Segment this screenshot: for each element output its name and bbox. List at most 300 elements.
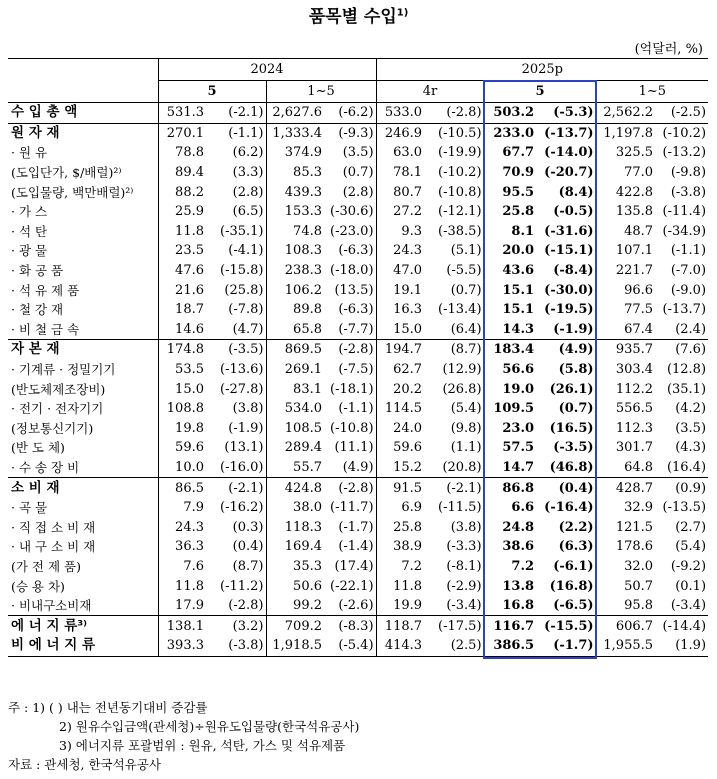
cell-value: 95.5 (484, 182, 536, 202)
cell-change-rate: (13.1) (224, 440, 264, 456)
cell-change-rate: (-3.3) (446, 539, 482, 555)
cell-value: 503.2 (484, 103, 536, 124)
cell-value: 15.1 (484, 300, 536, 320)
cell-value: 325.5 (596, 143, 655, 163)
cell-change-rate: (-16.4) (544, 500, 594, 516)
cell-value: 99.2 (266, 596, 324, 616)
cell-change-rate: (6.4) (450, 321, 482, 337)
cell-change-rate: (-35.1) (220, 223, 264, 239)
cell-value: 50.6 (266, 576, 324, 596)
cell-change-rate: (-34.9) (662, 223, 707, 239)
cell-value: 16.3 (376, 300, 424, 320)
cell-value: 303.4 (596, 360, 655, 380)
cell-value: 606.7 (596, 616, 655, 636)
cell-change-rate: (-20.7) (544, 165, 594, 181)
cell-change-rate: (0.7) (342, 165, 374, 181)
cell-value: 374.9 (266, 143, 324, 163)
cell-value: 135.8 (596, 202, 655, 222)
cell-value: 238.3 (266, 261, 324, 281)
cell-value: 77.0 (596, 163, 655, 183)
cell-value: 24.3 (158, 517, 206, 537)
row-label: (반도체제조장비) (11, 381, 106, 397)
cell-change-rate: (26.8) (442, 381, 482, 397)
cell-change-rate: (6.5) (232, 204, 264, 220)
cell-change-rate: (-19.9) (438, 145, 482, 161)
cell-change-rate: (26.1) (549, 381, 594, 397)
cell-change-rate: (8.7) (232, 558, 264, 574)
cell-change-rate: (-15.1) (544, 243, 594, 259)
cell-value: 289.4 (266, 438, 324, 458)
header-period-2024-may: 5 (158, 81, 266, 103)
cell-value: 64.8 (596, 458, 655, 478)
cell-change-rate: (-14.0) (544, 145, 594, 161)
cell-value: 78.8 (158, 143, 206, 163)
cell-value: 556.5 (596, 399, 655, 419)
cell-value: 10.0 (158, 458, 206, 478)
cell-value: 32.0 (596, 557, 655, 577)
cell-change-rate: (17.4) (334, 558, 374, 574)
cell-value: 9.3 (376, 222, 424, 242)
cell-change-rate: (-30.6) (330, 204, 374, 220)
cell-change-rate: (35.1) (666, 381, 707, 397)
cell-value: 16.8 (484, 596, 536, 616)
cell-value: 15.0 (376, 320, 424, 340)
cell-value: 38.9 (376, 537, 424, 557)
cell-change-rate: (12.8) (666, 362, 707, 378)
cell-change-rate: (9.8) (450, 420, 482, 436)
cell-change-rate: (3.2) (206, 616, 266, 636)
cell-change-rate: (5.8) (558, 362, 594, 378)
table-row (8, 557, 708, 577)
footnote-1: 주 : 1) ( ) 내는 전년동기대비 증감률 (8, 700, 208, 715)
table-row (8, 222, 708, 242)
cell-change-rate: (16.5) (549, 420, 594, 436)
cell-change-rate: (-23.0) (330, 223, 374, 239)
cell-value: 8.1 (484, 222, 536, 242)
cell-value: 169.4 (266, 537, 324, 557)
cell-change-rate: (-9.0) (670, 282, 707, 298)
cell-change-rate: (-38.5) (438, 223, 482, 239)
cell-value: 62.7 (376, 360, 424, 380)
cell-change-rate: (0.1) (675, 578, 707, 594)
cell-change-rate: (-2.8) (446, 105, 482, 121)
row-label: · 광 물 (11, 243, 48, 259)
cell-value: 246.9 (376, 123, 424, 143)
row-label: · 직 접 소 비 재 (11, 519, 96, 535)
row-label: 소 비 재 (8, 478, 158, 498)
cell-change-rate: (6.3) (558, 539, 594, 555)
cell-change-rate: (-16.0) (220, 459, 264, 475)
cell-change-rate: (-13.4) (438, 302, 482, 318)
cell-change-rate: (2.4) (675, 321, 707, 337)
cell-value: 80.7 (376, 182, 424, 202)
row-label: (반 도 체) (11, 440, 65, 456)
cell-change-rate: (1.1) (450, 440, 482, 456)
cell-value: 95.8 (596, 596, 655, 616)
cell-value: 107.1 (596, 241, 655, 261)
cell-value: 153.3 (266, 202, 324, 222)
import-table-container (8, 58, 708, 698)
cell-value: 301.7 (596, 438, 655, 458)
cell-value: 533.0 (376, 103, 424, 124)
cell-value: 174.8 (158, 340, 206, 360)
cell-change-rate: (-30.0) (544, 282, 594, 298)
cell-change-rate: (-3.8) (670, 184, 707, 200)
cell-value: 531.3 (158, 103, 206, 124)
cell-value: 118.7 (376, 616, 424, 636)
cell-change-rate: (-2.1) (228, 105, 264, 121)
cell-value: 67.7 (484, 143, 536, 163)
row-label: · 내 구 소 비 재 (11, 539, 96, 555)
cell-value: 935.7 (596, 340, 655, 360)
cell-value: 108.5 (266, 419, 324, 439)
cell-change-rate: (4.9) (536, 340, 596, 360)
cell-change-rate: (-6.5) (553, 598, 594, 614)
cell-change-rate: (0.9) (655, 478, 708, 498)
cell-value: 1,333.4 (266, 123, 324, 143)
cell-value: 178.6 (596, 537, 655, 557)
cell-change-rate: (7.6) (655, 340, 708, 360)
cell-value: 55.7 (266, 458, 324, 478)
cell-value: 14.6 (158, 320, 206, 340)
header-year-2024: 2024 (158, 59, 376, 81)
cell-change-rate: (-13.5) (662, 500, 707, 516)
cell-change-rate: (1.9) (655, 636, 708, 656)
cell-value: 47.0 (376, 261, 424, 281)
cell-value: 65.8 (266, 320, 324, 340)
cell-change-rate: (-10.8) (330, 420, 374, 436)
cell-change-rate: (-2.5) (670, 105, 707, 121)
cell-value: 67.4 (596, 320, 655, 340)
cell-change-rate: (-11.5) (438, 500, 482, 516)
cell-value: 2,627.6 (266, 103, 324, 124)
row-label: · 곡 물 (11, 500, 48, 516)
cell-change-rate: (16.4) (666, 459, 707, 475)
cell-change-rate: (3.5) (675, 420, 707, 436)
cell-value: 56.6 (484, 360, 536, 380)
cell-value: 116.7 (484, 616, 536, 636)
cell-value: 35.3 (266, 557, 324, 577)
cell-value: 96.6 (596, 280, 655, 300)
cell-value: 19.0 (484, 379, 536, 399)
cell-change-rate: (5.1) (450, 243, 482, 259)
cell-value: 74.8 (266, 222, 324, 242)
cell-change-rate: (-4.1) (228, 243, 264, 259)
header-period-2025-jan-may: 1~5 (596, 81, 708, 103)
cell-value: 27.2 (376, 202, 424, 222)
cell-value: 14.7 (484, 458, 536, 478)
cell-value: 20.0 (484, 241, 536, 261)
cell-change-rate: (-10.5) (424, 123, 484, 143)
cell-value: 77.5 (596, 300, 655, 320)
table-row (8, 103, 708, 124)
table-row (8, 636, 708, 656)
cell-change-rate: (2.2) (558, 519, 594, 535)
row-label: 에 너 지 류³⁾ (8, 616, 158, 636)
cell-value: 1,918.5 (266, 636, 324, 656)
cell-change-rate: (-5.3) (553, 105, 594, 121)
cell-value: 6.6 (484, 498, 536, 518)
cell-change-rate: (16.8) (549, 578, 594, 594)
cell-change-rate: (0.3) (232, 519, 264, 535)
row-label: · 비 철 금 속 (11, 321, 80, 337)
cell-change-rate: (-1.4) (338, 539, 374, 555)
footnote-3: 3) 에너지류 포괄범위 : 원유, 석탄, 가스 및 석유제품 (59, 738, 346, 753)
cell-change-rate: (-10.2) (655, 123, 708, 143)
cell-change-rate: (3.3) (232, 165, 264, 181)
cell-change-rate: (-2.1) (424, 478, 484, 498)
cell-value: 14.3 (484, 320, 536, 340)
cell-value: 109.5 (484, 399, 536, 419)
cell-change-rate: (-9.8) (670, 165, 707, 181)
cell-value: 19.8 (158, 419, 206, 439)
cell-value: 15.1 (484, 280, 536, 300)
row-label: · 석 탄 (11, 223, 48, 239)
cell-change-rate: (12.9) (442, 362, 482, 378)
cell-change-rate: (-7.5) (338, 362, 374, 378)
cell-change-rate: (-18.1) (330, 381, 374, 397)
cell-change-rate: (-8.1) (446, 558, 482, 574)
cell-value: 43.6 (484, 261, 536, 281)
cell-value: 6.9 (376, 498, 424, 518)
cell-change-rate: (-13.7) (662, 302, 707, 318)
cell-value: 86.8 (484, 478, 536, 498)
cell-value: 269.1 (266, 360, 324, 380)
source-note: 자료 : 관세청, 한국석유공사 (8, 757, 161, 772)
row-label: · 기계류 · 정밀기기 (11, 362, 116, 378)
cell-change-rate: (6.2) (232, 145, 264, 161)
cell-value: 85.3 (266, 163, 324, 183)
table-row (8, 241, 708, 261)
header-period-2025-apr: 4r (376, 81, 484, 103)
row-label: (가 전 제 품) (11, 558, 81, 574)
cell-value: 25.8 (376, 517, 424, 537)
cell-value: 709.2 (266, 616, 324, 636)
table-row (8, 163, 708, 183)
header-year-2025: 2025p (376, 59, 708, 81)
cell-value: 7.6 (158, 557, 206, 577)
cell-change-rate: (-12.1) (438, 204, 482, 220)
cell-value: 270.1 (158, 123, 206, 143)
footnote-2: 2) 원유수입금액(관세청)÷원유도입물량(한국석유공사) (59, 719, 360, 734)
cell-change-rate: (-2.6) (338, 598, 374, 614)
cell-change-rate: (-2.8) (324, 478, 376, 498)
cell-value: 47.6 (158, 261, 206, 281)
cell-value: 38.0 (266, 498, 324, 518)
cell-change-rate: (-7.0) (670, 263, 707, 279)
table-row (8, 596, 708, 616)
row-label: (도입단가, $/배럴)²⁾ (11, 165, 122, 181)
cell-change-rate: (-1.9) (553, 321, 594, 337)
cell-change-rate: (2.8) (342, 184, 374, 200)
cell-change-rate: (-5.5) (446, 263, 482, 279)
cell-change-rate: (8.4) (558, 184, 594, 200)
table-row (8, 123, 708, 143)
cell-change-rate: (-1.1) (206, 123, 266, 143)
table-row (8, 379, 708, 399)
cell-change-rate: (-22.1) (330, 578, 374, 594)
cell-change-rate: (2.7) (675, 519, 707, 535)
cell-value: 63.0 (376, 143, 424, 163)
header-period-2025-may: 5 (484, 81, 596, 103)
title-text: 품목별 수입 (308, 7, 397, 27)
footnotes (8, 698, 359, 774)
row-label: · 비내구소비재 (11, 598, 92, 614)
row-label: · 원 유 (11, 145, 48, 161)
header-corner (8, 59, 158, 103)
cell-change-rate: (-15.5) (536, 616, 596, 636)
cell-change-rate: (-19.5) (544, 302, 594, 318)
cell-change-rate: (4.9) (342, 459, 374, 475)
cell-change-rate: (-7.8) (228, 302, 264, 318)
row-label: 수 입 총 액 (11, 104, 78, 121)
cell-change-rate: (-8.4) (553, 263, 594, 279)
cell-change-rate: (-2.1) (206, 478, 266, 498)
cell-value: 50.7 (596, 576, 655, 596)
cell-change-rate: (-13.2) (662, 145, 707, 161)
cell-value: 114.5 (376, 399, 424, 419)
cell-value: 15.2 (376, 458, 424, 478)
table-row (8, 320, 708, 340)
cell-change-rate: (3.8) (450, 519, 482, 535)
cell-value: 1,197.8 (596, 123, 655, 143)
cell-change-rate: (-1.1) (338, 401, 374, 417)
cell-value: 439.3 (266, 182, 324, 202)
table-row (8, 280, 708, 300)
cell-change-rate: (5.4) (450, 401, 482, 417)
cell-change-rate: (-5.4) (324, 636, 376, 656)
table-body (8, 59, 708, 657)
cell-value: 53.5 (158, 360, 206, 380)
cell-change-rate: (-8.3) (324, 616, 376, 636)
cell-value: 869.5 (266, 340, 324, 360)
cell-change-rate: (2.8) (232, 184, 264, 200)
cell-change-rate: (-2.8) (228, 598, 264, 614)
cell-value: 112.2 (596, 379, 655, 399)
row-label: 자 본 재 (8, 340, 158, 360)
cell-value: 121.5 (596, 517, 655, 537)
cell-value: 428.7 (596, 478, 655, 498)
cell-value: 88.2 (158, 182, 206, 202)
cell-value: 70.9 (484, 163, 536, 183)
cell-change-rate: (-1.7) (338, 519, 374, 535)
cell-change-rate: (-2.8) (324, 340, 376, 360)
row-label: (도입물량, 백만배럴)²⁾ (11, 184, 134, 200)
cell-value: 112.3 (596, 419, 655, 439)
import-table (8, 58, 708, 657)
table-row (8, 458, 708, 478)
cell-value: 15.0 (158, 379, 206, 399)
cell-change-rate: (-13.6) (220, 362, 264, 378)
cell-change-rate: (-6.3) (338, 302, 374, 318)
cell-change-rate: (-1.9) (228, 420, 264, 436)
cell-change-rate: (4.2) (675, 401, 707, 417)
row-label: 비 에 너 지 류 (8, 636, 158, 656)
cell-value: 48.7 (596, 222, 655, 242)
cell-change-rate: (0.7) (450, 282, 482, 298)
cell-change-rate: (20.8) (442, 459, 482, 475)
cell-value: 194.7 (376, 340, 424, 360)
table-row (8, 517, 708, 537)
page-title (0, 2, 717, 27)
title-footnote-mark: 1) (396, 7, 409, 19)
table-row (8, 616, 708, 636)
table-row (8, 498, 708, 518)
cell-value: 59.6 (158, 438, 206, 458)
cell-value: 386.5 (484, 636, 536, 656)
cell-change-rate: (-17.5) (424, 616, 484, 636)
cell-change-rate: (-7.7) (338, 321, 374, 337)
cell-value: 11.8 (376, 576, 424, 596)
cell-value: 36.3 (158, 537, 206, 557)
cell-value: 89.8 (266, 300, 324, 320)
cell-value: 25.8 (484, 202, 536, 222)
cell-value: 2,562.2 (596, 103, 655, 124)
row-label: · 석 유 제 품 (11, 282, 80, 298)
table-row (8, 202, 708, 222)
row-label: · 가 스 (11, 204, 48, 220)
cell-change-rate: (2.5) (424, 636, 484, 656)
cell-value: 23.0 (484, 419, 536, 439)
table-row (8, 300, 708, 320)
table-row (8, 576, 708, 596)
table-row (8, 419, 708, 439)
cell-change-rate: (25.8) (224, 282, 264, 298)
row-label: · 전기 · 전자기기 (11, 401, 104, 417)
cell-value: 118.3 (266, 517, 324, 537)
cell-value: 183.4 (484, 340, 536, 360)
row-label: (정보통신기기) (11, 420, 94, 436)
cell-change-rate: (-0.5) (553, 204, 594, 220)
cell-value: 106.2 (266, 280, 324, 300)
cell-value: 7.2 (376, 557, 424, 577)
cell-change-rate: (46.8) (549, 459, 594, 475)
cell-change-rate: (4.7) (232, 321, 264, 337)
cell-change-rate: (-3.8) (206, 636, 266, 656)
cell-change-rate: (0.7) (558, 401, 594, 417)
cell-change-rate: (-3.4) (670, 598, 707, 614)
cell-change-rate: (-11.2) (220, 578, 264, 594)
cell-value: 221.7 (596, 261, 655, 281)
cell-value: 414.3 (376, 636, 424, 656)
row-label: (승 용 차) (11, 578, 65, 594)
cell-value: 7.2 (484, 557, 536, 577)
cell-value: 18.7 (158, 300, 206, 320)
table-row (8, 143, 708, 163)
cell-value: 19.1 (376, 280, 424, 300)
cell-change-rate: (13.5) (334, 282, 374, 298)
cell-value: 57.5 (484, 438, 536, 458)
cell-value: 86.5 (158, 478, 206, 498)
cell-change-rate: (-16.2) (220, 500, 264, 516)
cell-value: 83.1 (266, 379, 324, 399)
cell-change-rate: (-6.3) (338, 243, 374, 259)
cell-value: 424.8 (266, 478, 324, 498)
cell-change-rate: (4.3) (675, 440, 707, 456)
table-row (8, 438, 708, 458)
table-row (8, 399, 708, 419)
cell-value: 38.6 (484, 537, 536, 557)
cell-change-rate: (0.4) (232, 539, 264, 555)
table-row (8, 261, 708, 281)
cell-value: 233.0 (484, 123, 536, 143)
cell-change-rate: (-3.5) (206, 340, 266, 360)
cell-value: 25.9 (158, 202, 206, 222)
cell-value: 24.0 (376, 419, 424, 439)
cell-value: 393.3 (158, 636, 206, 656)
cell-change-rate: (-11.4) (662, 204, 707, 220)
cell-change-rate: (-6.2) (338, 105, 374, 121)
